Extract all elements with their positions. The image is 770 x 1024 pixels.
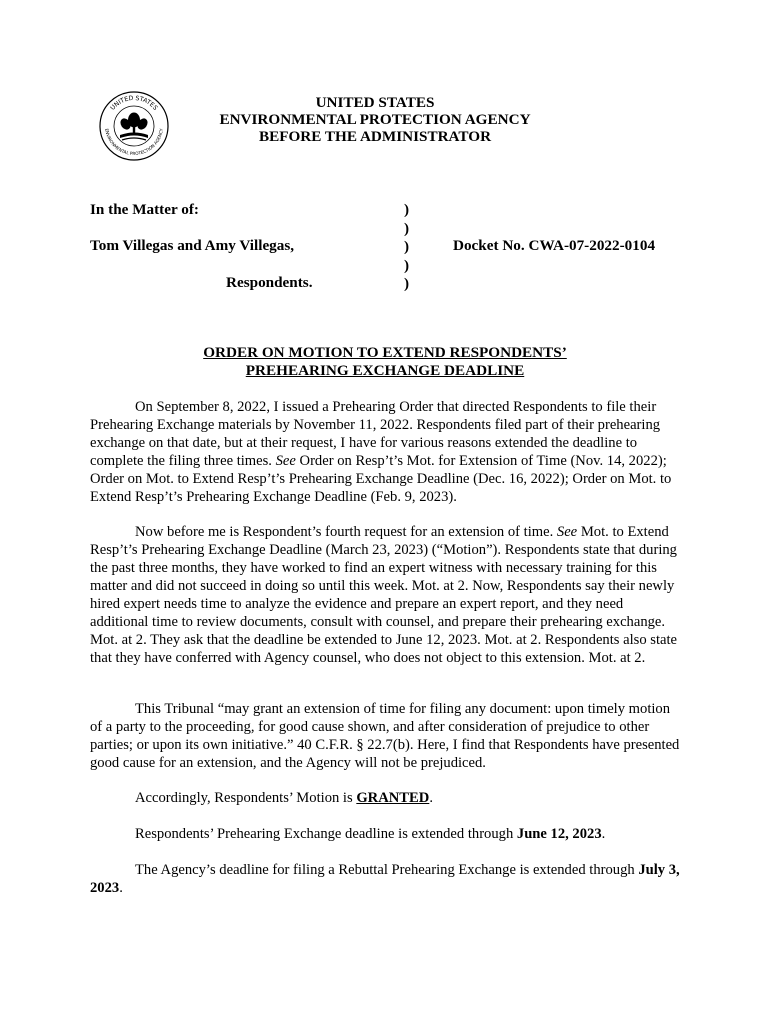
paragraph-1: [90, 398, 680, 506]
p2-see: See: [556, 524, 578, 540]
paren: ): [404, 238, 410, 255]
p4-text-a: Accordingly, Respondents’ Motion is: [135, 790, 357, 806]
order-title: [90, 344, 680, 379]
p1-see: See: [275, 453, 296, 469]
title-line-1: ORDER ON MOTION TO EXTEND RESPONDENTS’: [203, 344, 567, 361]
p4-text-b: .: [429, 790, 433, 806]
p3-text: This Tribunal “may grant an extension of time for filing any document: upon timely motion of a party to the proceeding, for good cause shown, and after consideration of prejudice to other parties; or upon its own initiative.” 40 C.F.R. § 22.7(b). Here, I find that Respondents have presented good cause for an extension, and the Agency will not be prejudiced.: [90, 701, 680, 771]
granted-word: GRANTED: [356, 790, 430, 806]
paren: ): [404, 219, 410, 237]
header-line-1: UNITED STATES: [315, 94, 435, 111]
p1-text-b: Order on Resp’t’s Mot. for Extension of Time (Nov. 14, 2022); Order on Mot. to Extend Resp’t’s Prehearing Exchange Deadline (Dec. 16, 2022); Order on Mot. to Extend Resp’t’s Prehearing Exchange Deadline (Feb. 9, 2023).: [90, 453, 672, 505]
paren: ): [404, 275, 410, 292]
title-line-2: PREHEARING EXCHANGE DEADLINE: [245, 361, 525, 379]
paragraph-2: [90, 523, 680, 667]
p2-text-a: Now before me is Respondent’s fourth request for an extension of time.: [135, 524, 557, 540]
matter-label: In the Matter of:: [90, 201, 199, 218]
caption-parentheses: [404, 201, 409, 294]
epa-seal-logo: [98, 90, 170, 162]
p6-text-a: The Agency’s deadline for filing a Rebuttal Prehearing Exchange is extended through: [135, 862, 639, 878]
rebuttal-deadline-date: July 3, 2023: [90, 862, 680, 896]
respondents-label: Respondents.: [226, 274, 313, 291]
prehearing-deadline-date: June 12, 2023: [516, 826, 602, 842]
paragraph-3: [90, 700, 680, 772]
header-line-3: BEFORE THE ADMINISTRATOR: [258, 128, 492, 145]
seal-bottom-text: ENVIRONMENTAL PROTECTION AGENCY: [103, 128, 165, 158]
p5-text-a: Respondents’ Prehearing Exchange deadline is extended through: [135, 826, 517, 842]
docket-number: Docket No. CWA-07-2022-0104: [453, 237, 656, 254]
paren: ): [404, 256, 410, 274]
parties-names: Tom Villegas and Amy Villegas,: [90, 237, 295, 254]
p5-text-b: .: [601, 826, 606, 842]
paren: ): [404, 201, 410, 218]
seal-top-text: UNITED STATES: [109, 94, 159, 112]
paragraph-5: [90, 825, 680, 843]
header-line-2: ENVIRONMENTAL PROTECTION AGENCY: [219, 111, 531, 128]
paragraph-6: [90, 861, 680, 897]
p2-text-b: Mot. to Extend Resp’t’s Prehearing Exchange Deadline (March 23, 2023) (“Motion”). Respondents state that during the past three months, they have worked to find an expert witness with necessary training for this matter and did not succeed in doing so until this week. Mot. at 2. Now, Respondents say their newly hired expert needs time to analyze the evidence and prepare an expert report, and they need additional time to review documents, consult with counsel, and prepare their prehearing exchange. Mot. at 2. They ask that the deadline be extended to June 12, 2023. Mot. at 2. Respondents also state that they have conferred with Agency counsel, who does not object to this extension. Mot. at 2.: [90, 524, 678, 666]
paragraph-4: [90, 789, 680, 807]
agency-header: [180, 94, 570, 145]
p6-text-b: .: [119, 880, 123, 896]
p1-text-a: On September 8, 2022, I issued a Prehearing Order that directed Respondents to file their Prehearing Exchange materials by November 11, 2022. Respondents filed part of their prehearing exchange on that date, but at their request, I have for various reasons extended the deadline to complete the filing three times.: [90, 399, 661, 469]
